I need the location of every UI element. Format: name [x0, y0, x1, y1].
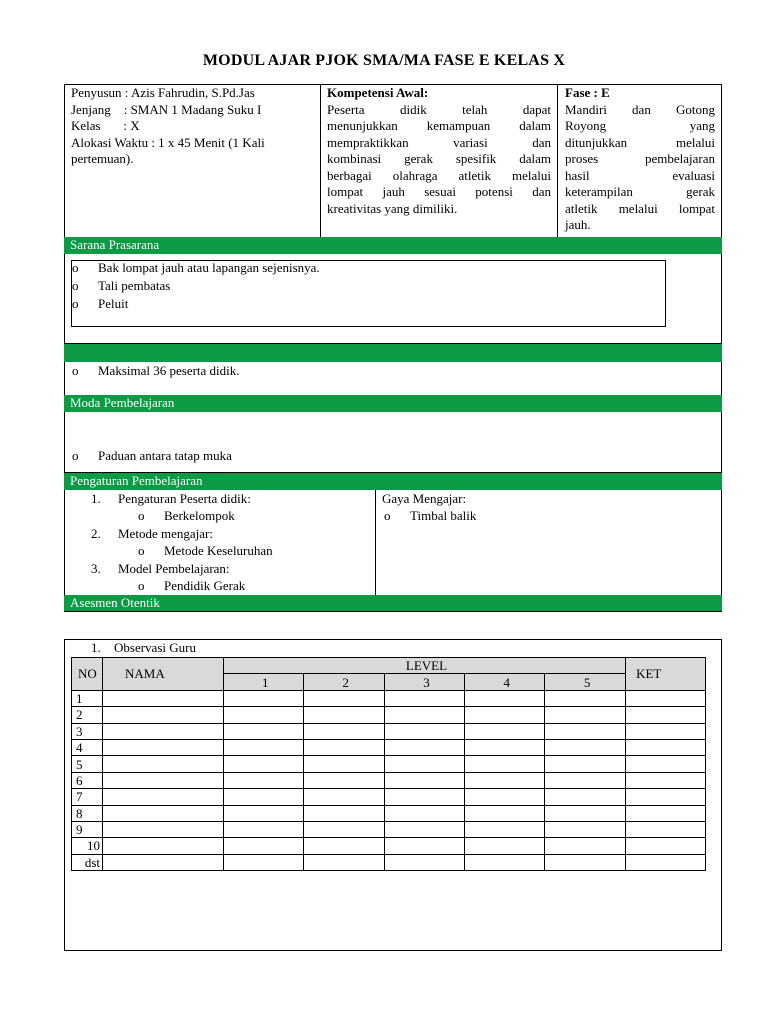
header-level-2: 2	[303, 674, 384, 690]
fase-line: atletik melalui lompat	[565, 200, 715, 216]
kelas: Kelas : X	[71, 118, 140, 133]
header-no: NO	[72, 658, 103, 691]
peserta-value: o Berkelompok	[136, 507, 374, 524]
fase-line: Royong yang	[565, 118, 715, 133]
jenjang: Jenjang : SMAN 1 Madang Suku I	[71, 101, 262, 117]
row-number: 7	[72, 789, 103, 805]
identity-block	[71, 85, 317, 168]
pengaturan-list	[64, 490, 374, 594]
header-level: LEVEL	[223, 658, 625, 674]
observasi-number: 1.	[91, 640, 101, 655]
table-row	[72, 723, 706, 739]
observasi-label: Observasi Guru	[114, 640, 196, 655]
metode-label: Metode mengajar:	[118, 525, 213, 541]
row-number: 8	[72, 805, 103, 821]
kompetensi-line: menunjukkan kemampuan dalam	[327, 118, 551, 133]
table-row	[72, 805, 706, 821]
header-ket: KET	[626, 658, 706, 691]
fase-line: hasil evaluasi	[565, 167, 715, 183]
moda-item: o Paduan antara tatap muka	[70, 447, 698, 465]
asesmen-header: Asesmen Otentik	[64, 595, 722, 612]
penyusun: Penyusun : Azis Fahrudin, S.Pd.Jas	[71, 85, 255, 100]
gaya-block	[382, 490, 712, 525]
list-item: o Bak lompat jauh atau lapangan sejenisnya.	[70, 259, 660, 277]
table-row	[72, 707, 706, 723]
kompetensi-line: berbagai olahraga atletik melalui	[327, 167, 551, 183]
info-divider-1	[320, 84, 321, 238]
header-level-4: 4	[465, 674, 545, 690]
table-row	[72, 756, 706, 772]
observasi-title	[91, 640, 391, 656]
row-number: 4	[72, 739, 103, 755]
row-number: 3	[72, 723, 103, 739]
header-nama: NAMA	[102, 658, 223, 691]
kompetensi-line: mempraktikkan variasi dan	[327, 134, 551, 150]
target-header	[64, 344, 722, 362]
table-row	[72, 821, 706, 837]
table-row	[72, 838, 706, 854]
fase-line: proses pembelajaran	[565, 151, 715, 166]
table-row	[72, 739, 706, 755]
table-row	[72, 854, 706, 870]
table-row	[72, 789, 706, 805]
metode-value: o Metode Keseluruhan	[136, 542, 374, 559]
model-label: Model Pembelajaran:	[118, 560, 230, 576]
kompetensi-heading: Kompetensi Awal:	[327, 85, 429, 100]
fase-line: keterampilan gerak	[565, 184, 715, 199]
kompetensi-line: kreativitas yang dimiliki.	[327, 200, 458, 216]
info-divider-2	[557, 84, 558, 238]
gaya-label: Gaya Mengajar:	[382, 491, 467, 506]
kompetensi-line: lompat jauh sesuai potensi dan	[327, 184, 551, 199]
list-item: o Peluit	[70, 295, 660, 313]
table-row	[72, 690, 706, 706]
model-value: o Pendidik Gerak	[136, 577, 374, 594]
peserta-label: Pengaturan Peserta didik:	[118, 491, 251, 506]
target-item: o Maksimal 36 peserta didik.	[70, 362, 698, 380]
row-number: 1	[72, 690, 103, 706]
alokasi-waktu-cont: pertemuan).	[71, 151, 134, 166]
fase-line: ditunjukkan melalui	[565, 134, 715, 150]
row-number: dst	[72, 854, 103, 870]
fase-heading: Fase : E	[565, 85, 610, 100]
row-number: 9	[72, 821, 103, 837]
moda-header: Moda Pembelajaran	[64, 395, 722, 412]
gaya-value: o Timbal balik	[382, 507, 712, 524]
kompetensi-line: Peserta didik telah dapat	[327, 101, 551, 117]
header-level-1: 1	[223, 674, 303, 690]
list-number: 3.	[91, 560, 101, 576]
table-row	[72, 772, 706, 788]
fase-block	[565, 85, 715, 234]
sarana-list	[70, 259, 660, 313]
alokasi-waktu: Alokasi Waktu : 1 x 45 Menit (1 Kali	[71, 134, 265, 150]
list-item: o Tali pembatas	[70, 277, 660, 295]
asesmen-bottom-line	[64, 611, 722, 612]
list-number: 2.	[91, 525, 101, 541]
header-level-3: 3	[384, 674, 465, 690]
kompetensi-line: kombinasi gerak spesifik dalam	[327, 151, 551, 166]
header-level-5: 5	[545, 674, 626, 690]
row-number: 5	[72, 756, 103, 772]
document-title: MODUL AJAR PJOK SMA/MA FASE E KELAS X	[202, 52, 566, 69]
fase-line: Mandiri dan Gotong	[565, 101, 715, 117]
pengaturan-header: Pengaturan Pembelajaran	[64, 473, 722, 490]
row-number: 2	[72, 707, 103, 723]
fase-line: jauh.	[565, 217, 591, 232]
row-number: 10	[72, 838, 103, 854]
row-number: 6	[72, 772, 103, 788]
pengaturan-divider	[375, 490, 376, 595]
kompetensi-block	[327, 85, 551, 217]
list-number: 1.	[91, 491, 101, 506]
observasi-table	[71, 657, 706, 871]
sarana-header: Sarana Prasarana	[64, 237, 722, 254]
